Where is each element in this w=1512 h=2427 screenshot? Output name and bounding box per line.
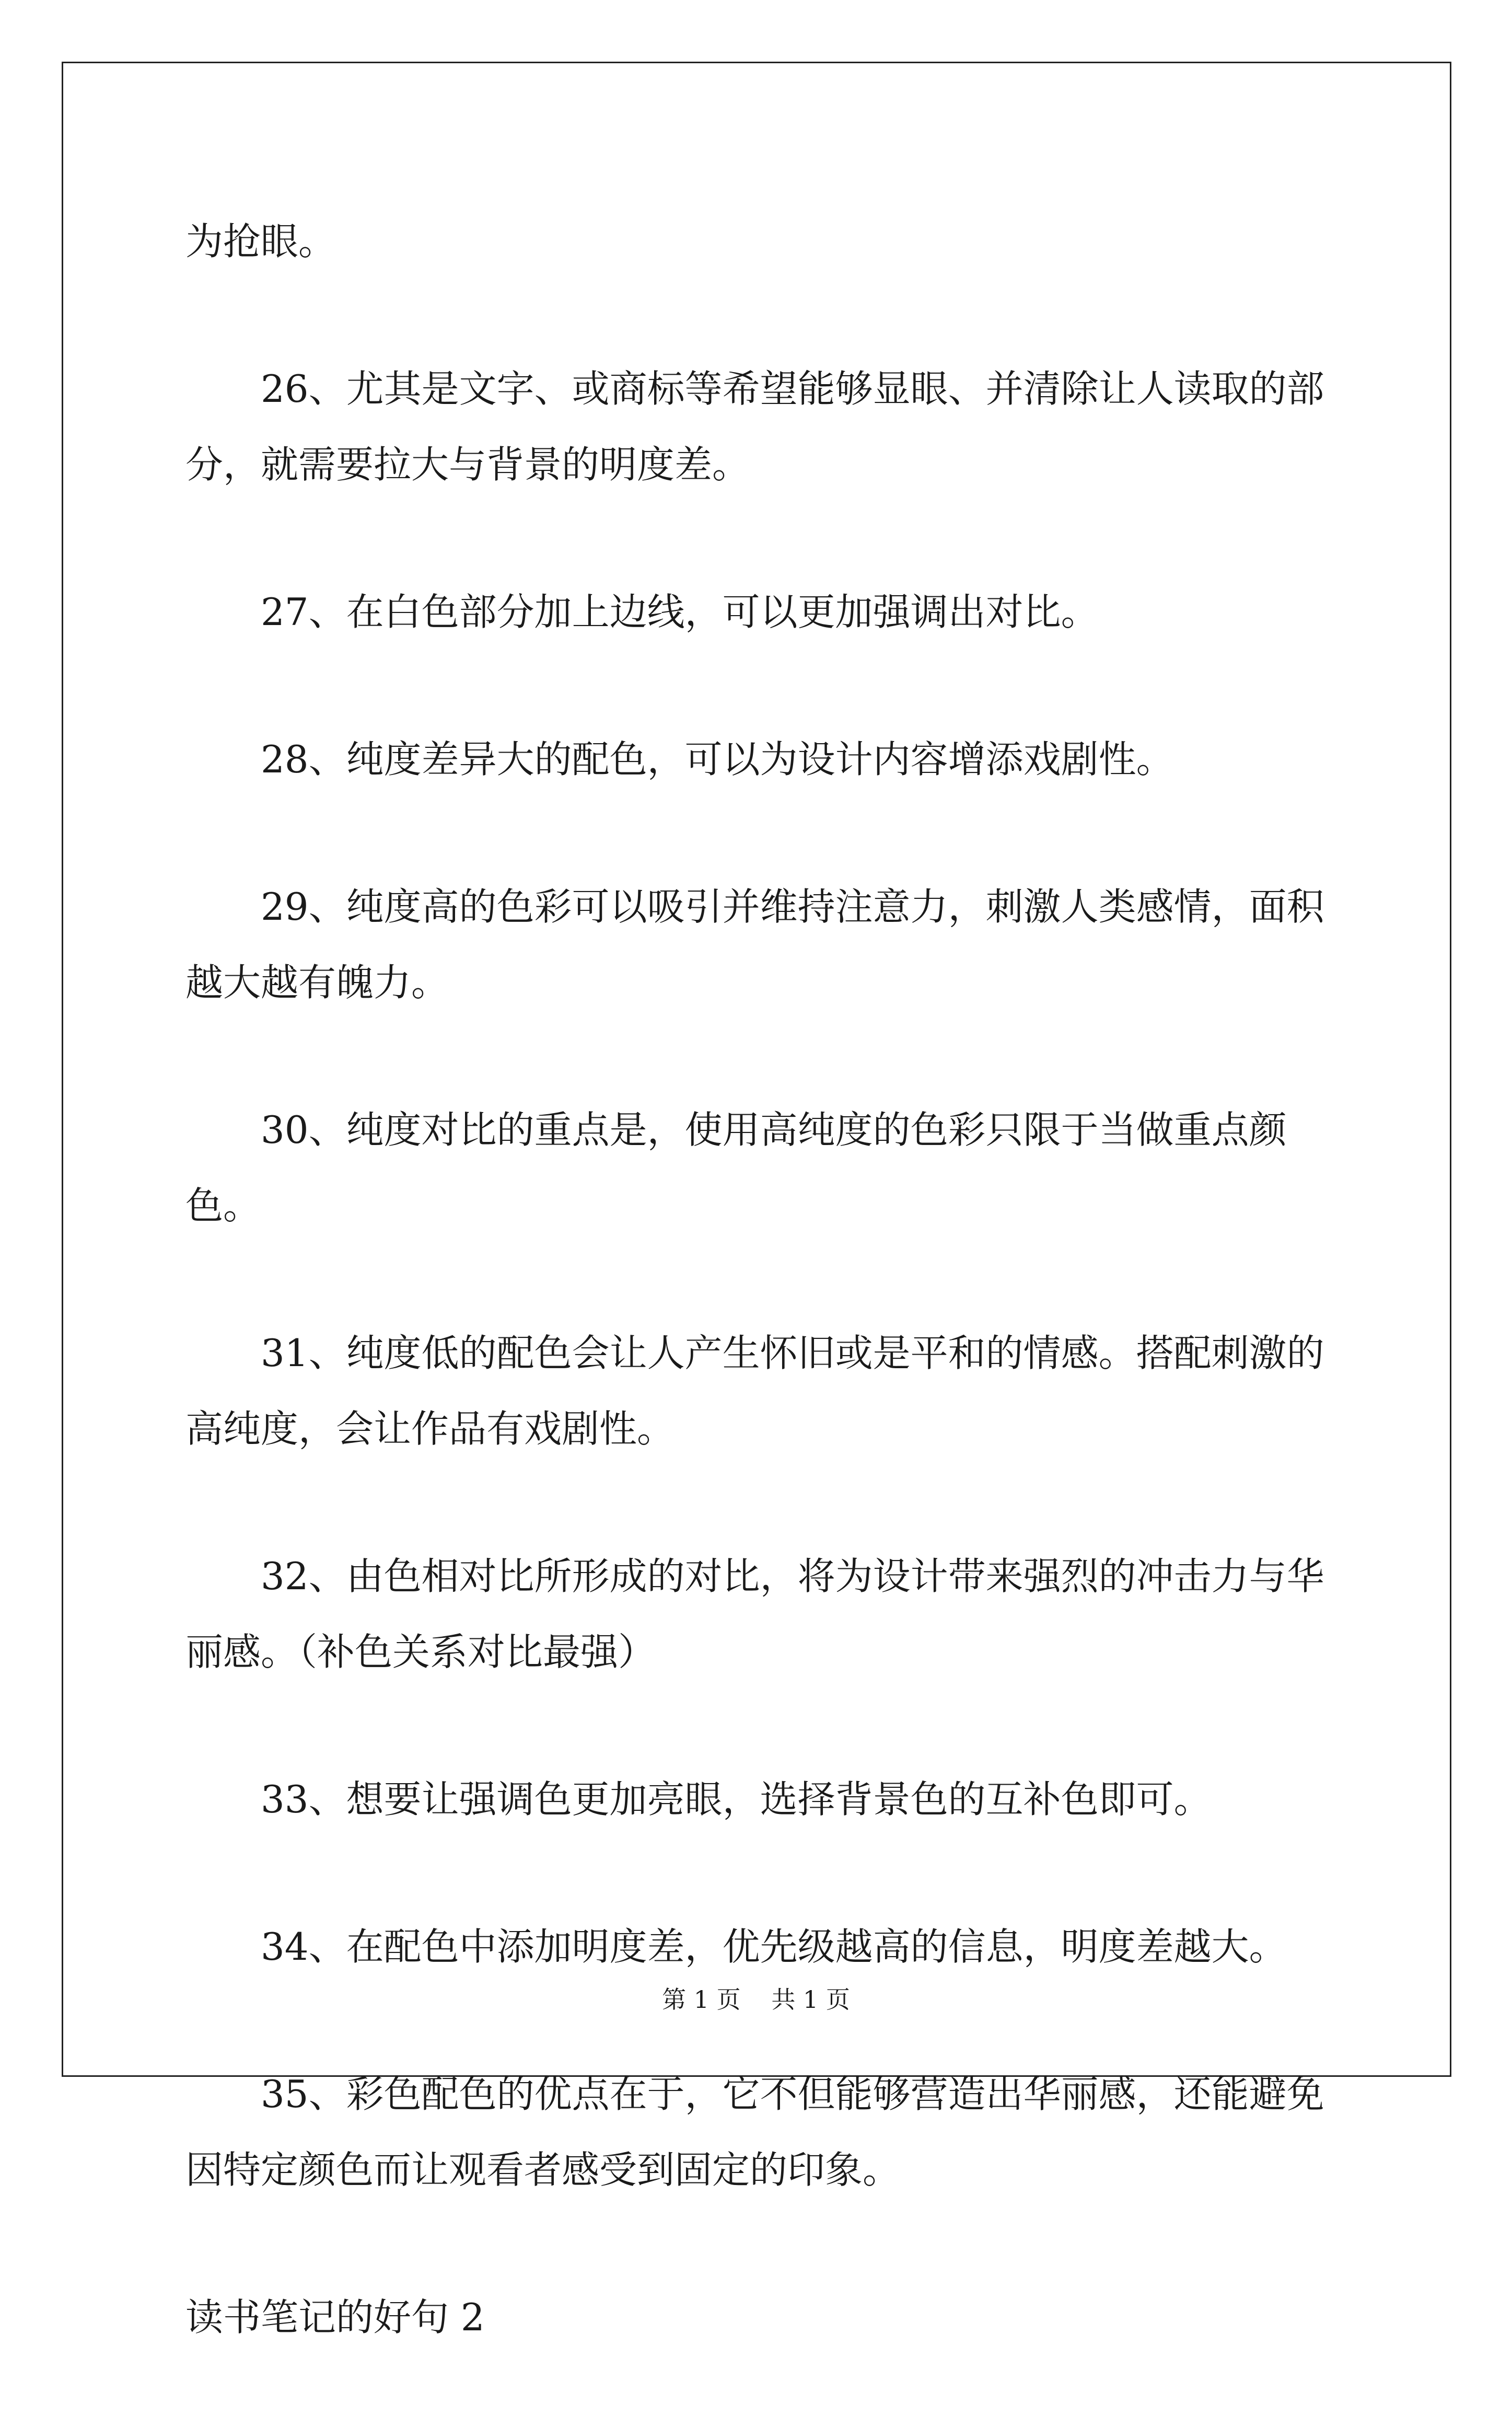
paragraph-26: 26、尤其是文字、或商标等希望能够显眼、并清除让人读取的部分，就需要拉大与背景的明度差。: [185, 367, 1324, 487]
paragraph-32: 32、由色相对比所形成的对比，将为设计带来强烈的冲击力与华丽感。（补色关系对比最强）: [185, 1554, 1324, 1674]
paragraph-34: 34、在配色中添加明度差，优先级越高的信息，明度差越大。: [261, 1925, 1287, 1969]
paragraph-continuation: 为抢眼。: [185, 219, 336, 263]
paragraph-28: 28、纯度差异大的配色，可以为设计内容增添戏剧性。: [261, 737, 1174, 781]
document-body: [185, 204, 1356, 2427]
page-total: 共 1 页: [771, 1985, 850, 2014]
paragraph-30: 30、纯度对比的重点是，使用高纯度的色彩只限于当做重点颜色。: [185, 1108, 1287, 1228]
section-heading: 读书笔记的好句 2: [185, 2295, 485, 2339]
paragraph-35: 35、彩色配色的优点在于，它不但能够营造出华丽感，还能避免因特定颜色而让观看者感受到固定的印象。: [185, 2072, 1324, 2192]
paragraph-27: 27、在白色部分加上边线，可以更加强调出对比。: [261, 590, 1099, 634]
paragraph-29: 29、纯度高的色彩可以吸引并维持注意力，刺激人类感情，面积越大越有魄力。: [185, 885, 1324, 1004]
page-footer: [0, 1981, 1512, 2015]
paragraph-31: 31、纯度低的配色会让人产生怀旧或是平和的情感。搭配刺激的高纯度，会让作品有戏剧性。: [185, 1331, 1324, 1451]
page-number: 第 1 页: [662, 1985, 741, 2014]
paragraph-33: 33、想要让强调色更加亮眼，选择背景色的互补色即可。: [261, 1777, 1212, 1821]
